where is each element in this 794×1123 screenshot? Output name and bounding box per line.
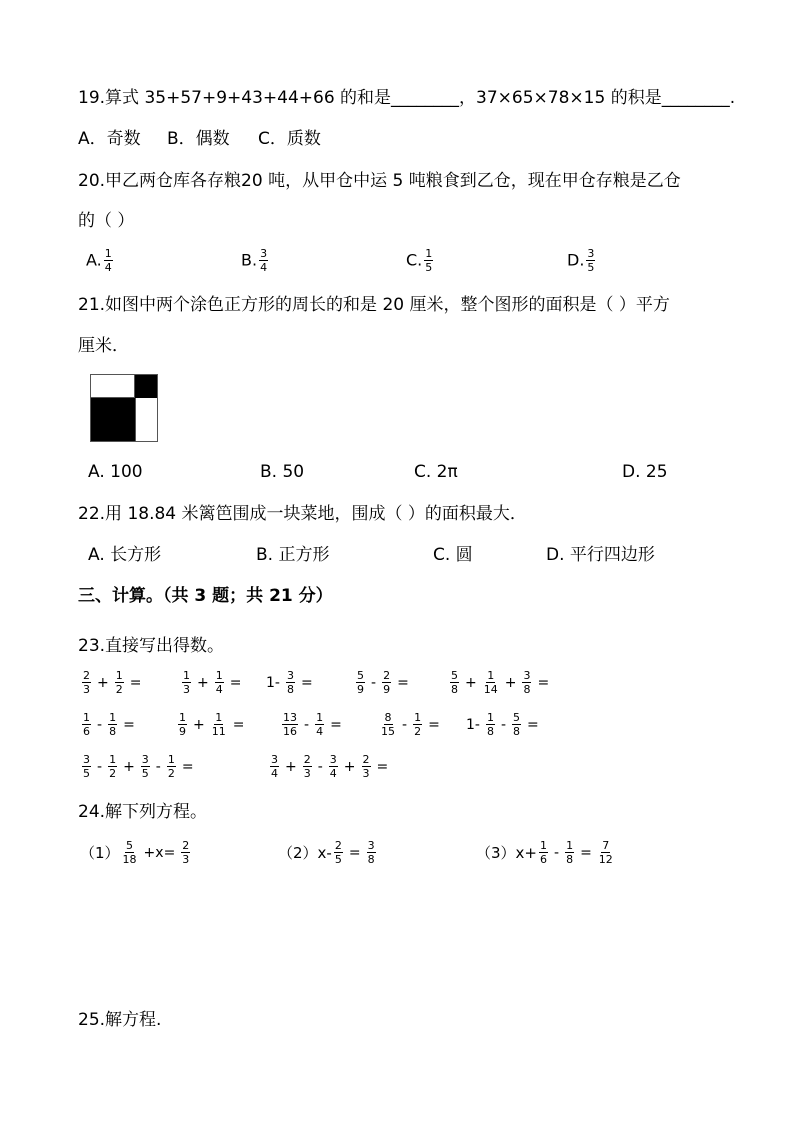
q23-expr-2-5: 1- $\frac{1}{8}$ - $\frac{5}{8}$ =: [466, 711, 539, 738]
q24-equation-3: （3）x+ $\frac{1}{6}$ - $\frac{1}{8}$ = $\frac{7}{12}$: [476, 839, 613, 866]
small-shaded-square: [135, 375, 157, 398]
q20-option-c[interactable]: C. $\frac{1}{5}$: [406, 247, 433, 274]
q20-option-b[interactable]: B. $\frac{3}{4}$: [241, 247, 268, 274]
q19-option-b[interactable]: B．偶数: [167, 129, 230, 149]
q21-option-a[interactable]: A. 100: [88, 462, 143, 482]
q20-line1: 20.甲乙两仓库各存粮20 吨，从甲仓中运 5 吨粮食到乙仓，现在甲仓存粮是乙仓: [78, 171, 681, 191]
q23-expr-1-5: $\frac{5}{8}$ + $\frac{1}{14}$ + $\frac{3}{8}$ =: [451, 669, 550, 696]
q24-equation-1: （1） $\frac{5}{18}$ +x= $\frac{2}{3}$: [80, 839, 190, 866]
q22-option-c[interactable]: C. 圆: [433, 545, 473, 565]
squares-figure: [90, 374, 158, 442]
q23-expr-1-1: $\frac{2}{3}$ + $\frac{1}{2}$ =: [83, 669, 142, 696]
q22-option-b[interactable]: B. 正方形: [256, 545, 330, 565]
q20-option-d[interactable]: D. $\frac{3}{5}$: [567, 247, 595, 274]
q23-expr-3-1: $\frac{3}{5}$ - $\frac{1}{2}$ + $\frac{3}{5}$ - $\frac{1}{2}$ =: [83, 753, 194, 780]
q20-line2: 的（ ）: [78, 211, 135, 231]
q25-title: 25.解方程.: [78, 1010, 162, 1030]
q23-title: 23.直接写出得数。: [78, 636, 225, 656]
q23-expr-1-2: $\frac{1}{3}$ + $\frac{1}{4}$ =: [183, 669, 242, 696]
q22-text: 22.用 18.84 米篱笆围成一块菜地，围成（ ）的面积最大．: [78, 504, 527, 524]
q21-line1: 21.如图中两个涂色正方形的周长的和是 20 厘米，整个图形的面积是（ ）平方: [78, 295, 670, 315]
section-3-title: 三、计算。（共 3 题；共 21 分）: [78, 586, 333, 606]
q23-expr-1-3: 1- $\frac{3}{8}$ =: [266, 669, 313, 696]
q21-line2: 厘米．: [78, 336, 129, 356]
q21-option-c[interactable]: C. 2π: [414, 462, 458, 482]
q19-text: 19.算式 35+57+9+43+44+66 的和是________，37×65×78×15 的积是________.: [78, 88, 736, 108]
q24-equation-2: （2）x- $\frac{2}{5}$ = $\frac{3}{8}$: [278, 839, 375, 866]
q23-expr-2-1: $\frac{1}{6}$ - $\frac{1}{8}$ =: [83, 711, 135, 738]
q23-expr-2-4: $\frac{8}{15}$ - $\frac{1}{2}$ =: [381, 711, 440, 738]
q23-expr-2-2: $\frac{1}{9}$ + $\frac{1}{11}$ =: [179, 711, 245, 738]
q19-option-c[interactable]: C．质数: [258, 129, 321, 149]
q23-expr-3-2: $\frac{3}{4}$ + $\frac{2}{3}$ - $\frac{3}{4}$ + $\frac{2}{3}$ =: [271, 753, 389, 780]
q21-option-b[interactable]: B. 50: [260, 462, 305, 482]
q24-title: 24.解下列方程。: [78, 802, 208, 822]
q21-option-d[interactable]: D. 25: [622, 462, 668, 482]
q23-expr-2-3: $\frac{13}{16}$ - $\frac{1}{4}$ =: [283, 711, 342, 738]
q20-option-a[interactable]: A. $\frac{1}{4}$: [86, 247, 112, 274]
q22-option-a[interactable]: A. 长方形: [88, 545, 162, 565]
q19-option-a[interactable]: A．奇数: [78, 129, 141, 149]
q23-expr-1-4: $\frac{5}{9}$ - $\frac{2}{9}$ =: [357, 669, 409, 696]
large-shaded-square: [91, 398, 135, 441]
q22-option-d[interactable]: D. 平行四边形: [546, 545, 655, 565]
